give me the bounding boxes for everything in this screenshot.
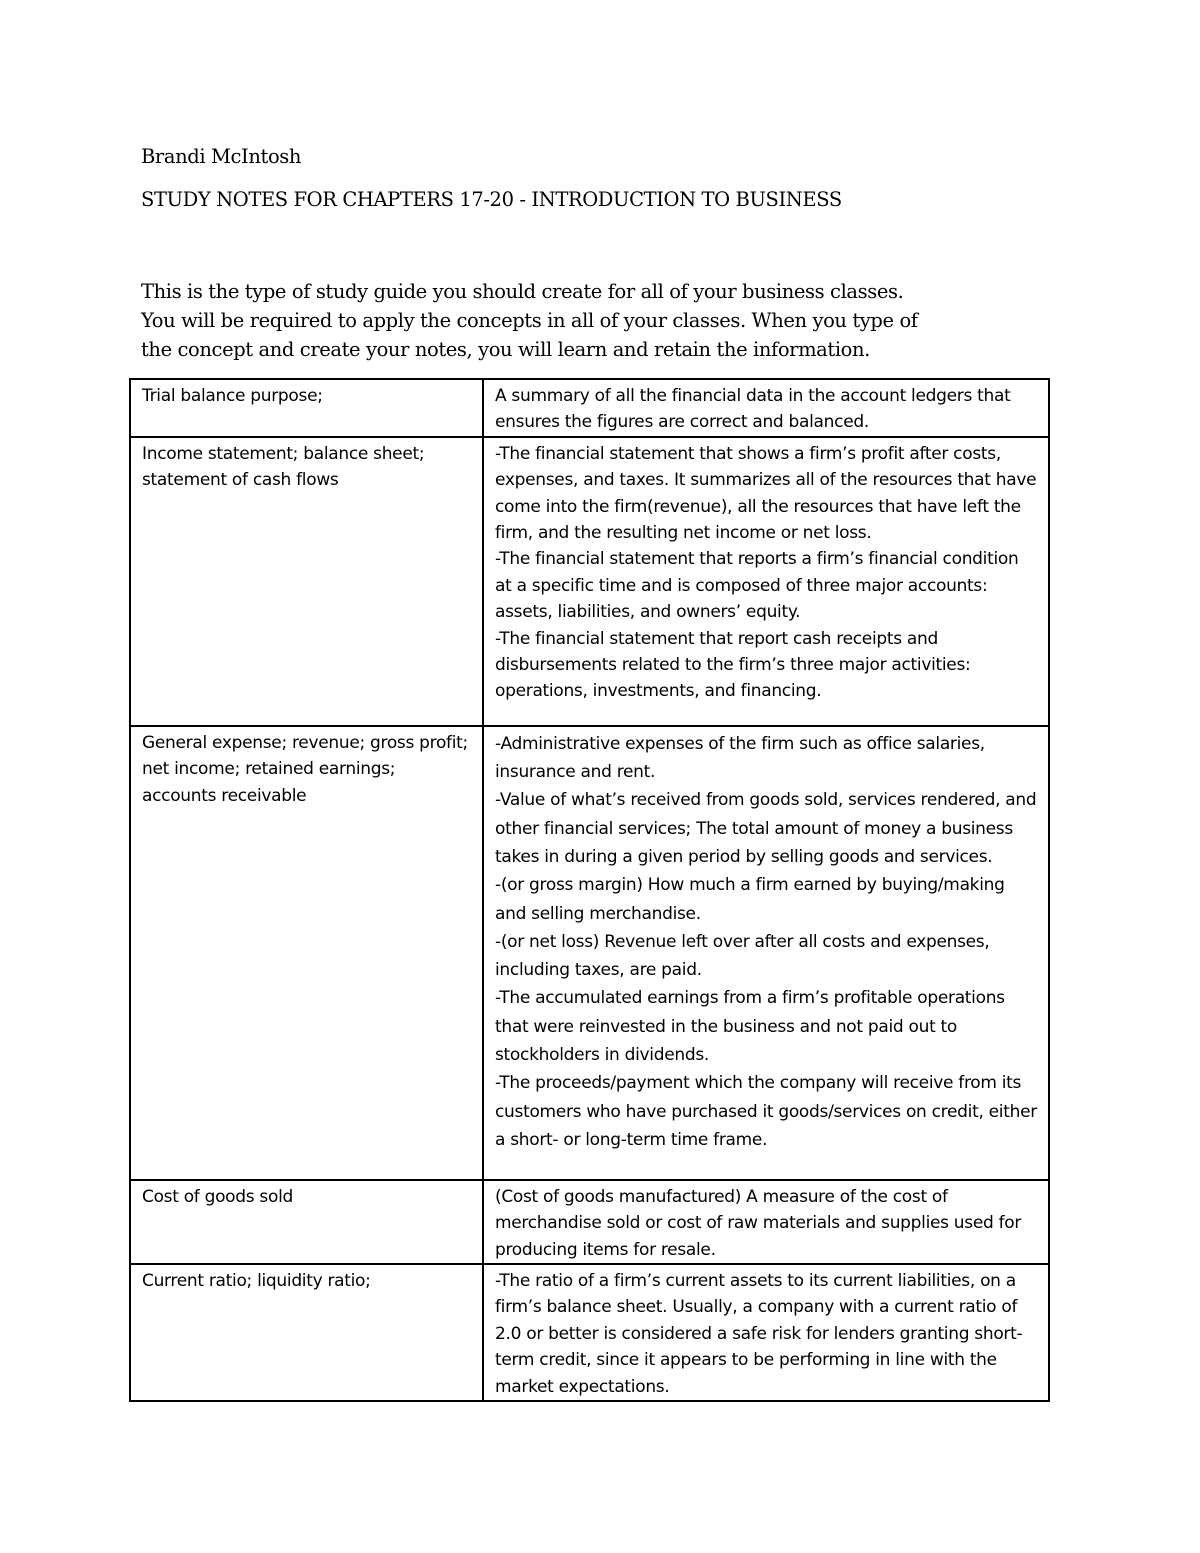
definition-text: -The financial statement that report cash receipts and disbursements related to the firm’s three major activities: operations, investments, and financing. [495,628,971,702]
term-cell: General expense; revenue; gross profit; net income; retained earnings; accounts receivable [130,726,483,1180]
definition-text: A summary of all the financial data in the account ledgers that ensures the figures are correct and balanced. [495,386,1011,433]
definition-text: -The financial statement that reports a firm’s financial condition at a specific time and is composed of three major accounts: assets, liabilities, and owners’ equity. [495,549,1019,623]
term-cell: Current ratio; liquidity ratio; [130,1264,483,1401]
term-cell: Cost of goods sold [130,1180,483,1264]
intro-paragraph [141,277,918,364]
definition-cell [483,437,1049,726]
study-notes-table [129,378,1050,1402]
author-name: Brandi McIntosh [141,145,302,168]
definition-text: -The proceeds/payment which the company will receive from its customers who have purchased it goods/services on credit, either a short- or long-term time frame. [495,1073,1037,1150]
term-cell: Trial balance purpose; [130,379,483,437]
intro-line: You will be required to apply the concepts in all of your classes. When you type of [141,309,918,332]
definition-text: -Value of what’s received from goods sold, services rendered, and other financial services; The total amount of money a business takes in during a given period by selling goods and services. [495,790,1037,867]
table-row [130,726,1049,1180]
document-title: STUDY NOTES FOR CHAPTERS 17-20 - INTRODUCTION TO BUSINESS [141,188,842,211]
definition-cell [483,1180,1049,1264]
definition-text: -(or net loss) Revenue left over after all costs and expenses, including taxes, are paid. [495,931,990,981]
definition-text: -The financial statement that shows a firm’s profit after costs, expenses, and taxes. It summarizes all of the resources that have come into the firm(revenue), all the resources that have left the firm, and the resulting net income or net loss. [495,443,1037,544]
definition-text: -(or gross margin) How much a firm earned by buying/making and selling merchandise. [495,875,1005,924]
table-row [130,1264,1049,1401]
definition-cell [483,1264,1049,1401]
definition-cell [483,379,1049,437]
definition-cell [483,726,1049,1180]
table-row [130,379,1049,437]
term-cell: Income statement; balance sheet; statement of cash flows [130,437,483,726]
definition-text: -The accumulated earnings from a firm’s profitable operations that were reinvested in the business and not paid out to stockholders in dividends. [495,988,1005,1066]
definition-text: (Cost of goods manufactured) A measure of the cost of merchandise sold or cost of raw materials and supplies used for producing items for resale. [495,1186,1022,1260]
definition-text: -The ratio of a firm’s current assets to its current liabilities, on a firm’s balance sheet. Usually, a company with a current ratio of 2.0 or better is considered a safe risk for lenders granting short-term credit, since it appears to be performing in line with the market expectations. [495,1271,1023,1397]
table-row [130,1180,1049,1264]
table-row [130,437,1049,726]
intro-line: This is the type of study guide you should create for all of your business classes. [141,280,904,303]
intro-line: the concept and create your notes, you will learn and retain the information. [141,338,870,361]
definition-text: -Administrative expenses of the firm such as office salaries, insurance and rent. [495,733,985,783]
